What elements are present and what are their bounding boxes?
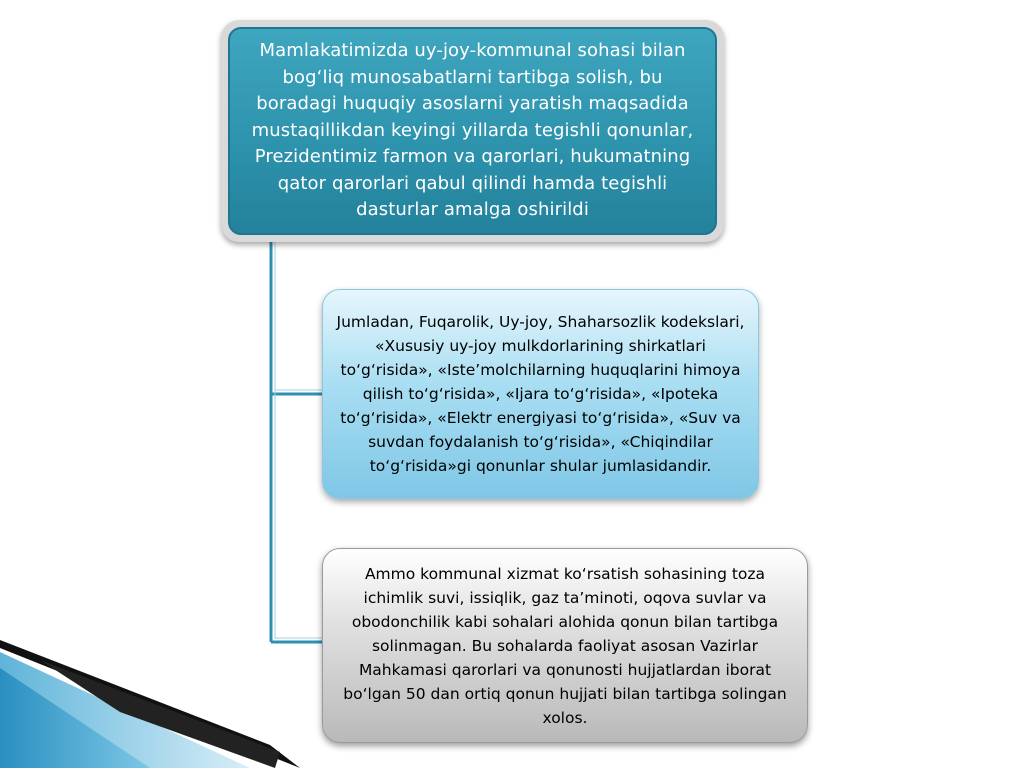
ribbon-light xyxy=(0,652,250,768)
communal-services-text: Ammo kommunal xizmat ko‘rsatish sohasining toza ichimlik suvi, issiqlik, gaz ta’minoti, oqova suvlar va obodonchilik kabi sohalari alohida qonun bilan tartibga solinmagan. Bu sohalarda faoliyat asosan Vazirlar Mahkamasi qarorlari va qonunosti hujjatlardan iborat bo‘lgan 50 dan ortiq qonun hujjati bilan tartibga solingan xolos. xyxy=(343,564,787,727)
ribbon-blue xyxy=(0,668,150,768)
communal-services-box xyxy=(322,548,808,743)
main-statement-inner xyxy=(228,27,717,235)
main-statement-text: Mamlakatimizda uy-joy-kommunal sohasi bilan bog‘liq munosabatlarni tartibga solish, bu boradagi huquqiy asoslarni yaratish maqsadida mustaqillikdan keyingi yillarda tegishli qonunlar, Prezidentimiz farmon va qarorlari, hukumatning qator qarorlari qabul qilindi hamda tegishli dasturlar amalga oshirildi xyxy=(251,40,694,221)
laws-list-box xyxy=(322,289,759,499)
laws-list-text: Jumladan, Fuqarolik, Uy-joy, Shaharsozlik kodekslari, «Xususiy uy-joy mulkdorlarining shirkatlari to‘g‘risida», «Iste’molchilarning huquqlarini himoya qilish to‘g‘risida», «Ijara to‘g‘risida», «Ipoteka to‘g‘risida», «Elektr energiyasi to‘g‘risida», «Suv va suvdan foydalanish to‘g‘risida», «Chiqindilar to‘g‘risida»gi qonunlar shular jumlasidandir. xyxy=(336,313,745,475)
main-statement-box xyxy=(221,20,724,242)
ribbon-dark xyxy=(0,640,300,768)
ribbon-dark-edge xyxy=(40,660,280,768)
